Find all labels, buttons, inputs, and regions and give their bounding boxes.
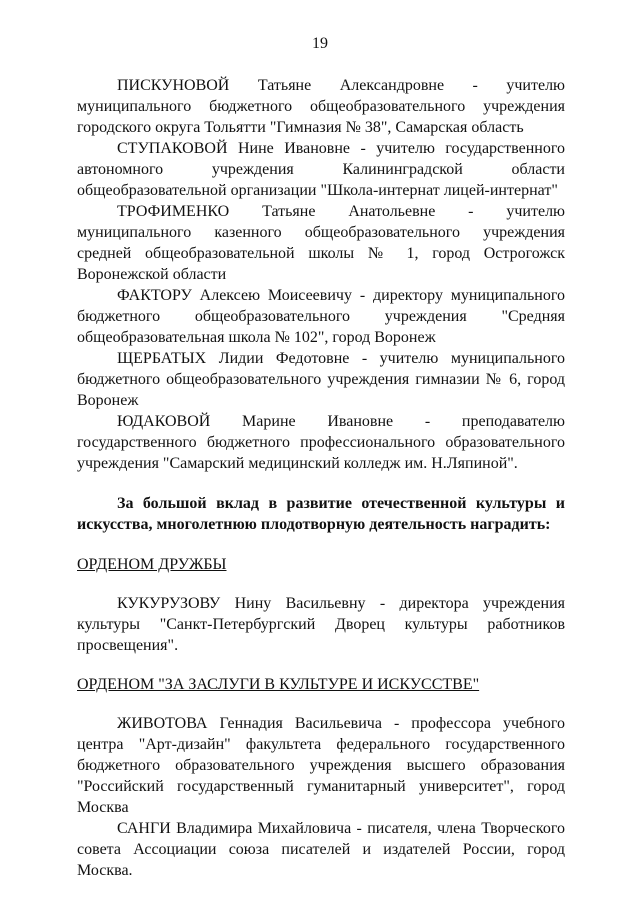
award-statement: За большой вклад в развитие отечественной культуры и искусства, многолетнюю плодотворную деятельность наградить: [77, 495, 565, 533]
recipient-position: - директору муниципального бюджетного общеобразовательного учреждения "Средняя общеобразовательная школа № 102", город Воронеж [77, 287, 565, 346]
award-entry [77, 411, 565, 474]
page-number: 19 [312, 35, 328, 52]
recipient-position: - профессора учебного центра "Арт-дизайн" факультета федерального государственного бюджетного образовательного учреждения высшего образования "Российский государственный гуманитарный университет", город Москва [77, 715, 566, 816]
award-entry [77, 75, 565, 138]
award-entry [77, 285, 565, 348]
recipient-name: КУКУРУЗОВУ Нину Васильевну [117, 595, 366, 612]
recipient-name: САНГИ Владимира Михайловича [117, 820, 352, 837]
order-heading-friendship: ОРДЕНОМ ДРУЖБЫ [77, 556, 227, 573]
recipient-position: - учителю муниципального казенного общеобразовательного учреждения средней общеобразовательной школы № 1, город Острогожск Воронежской области [77, 203, 566, 283]
recipient-name: ЮДАКОВОЙ Марине Ивановне [117, 413, 394, 430]
recipient-position: - учителю муниципального бюджетного общеобразовательного учреждения городского округа Тольятти "Гимназия № 38", Самарская область [77, 77, 565, 136]
recipient-position: - преподавателю государственного бюджетного профессионального образовательного учреждения "Самарский медицинский колледж им. Н.Ляпиной". [77, 413, 565, 472]
award-entry [77, 593, 565, 656]
award-entry [77, 138, 565, 201]
recipient-name: ФАКТОРУ Алексею Моисеевичу [117, 287, 352, 304]
award-entry [77, 348, 565, 411]
recipient-name: ЩЕРБАТЫХ Лидии Федотовне [117, 350, 350, 367]
award-entry [77, 818, 565, 881]
award-entry [77, 713, 565, 818]
recipient-name: СТУПАКОВОЙ Нине Ивановне [117, 140, 350, 157]
document-body [77, 75, 565, 881]
recipient-name: ПИСКУНОВОЙ Татьяне Александровне [117, 77, 445, 94]
recipient-position: - учителю государственного автономного учреждения Калининградской области общеобразовательной организации "Школа-интернат лицей-интернат" [77, 140, 565, 199]
recipient-name: ЖИВОТОВА Геннадия Васильевича [117, 715, 382, 732]
recipient-position: - учителю муниципального бюджетного общеобразовательного учреждения гимназии № 6, город Воронеж [77, 350, 566, 409]
award-entry [77, 201, 565, 285]
recipient-name: ТРОФИМЕНКО Татьяне Анатольевне [117, 203, 436, 220]
recipient-position: - директора учреждения культуры "Санкт-Петербургский Дворец культуры работников просвещения". [77, 595, 565, 654]
recipient-position: - писателя, члена Творческого совета Ассоциации союза писателей и издателей России, город Москва. [77, 820, 566, 879]
order-heading-culture: ОРДЕНОМ "ЗА ЗАСЛУГИ В КУЛЬТУРЕ И ИСКУССТВЕ" [77, 676, 480, 693]
